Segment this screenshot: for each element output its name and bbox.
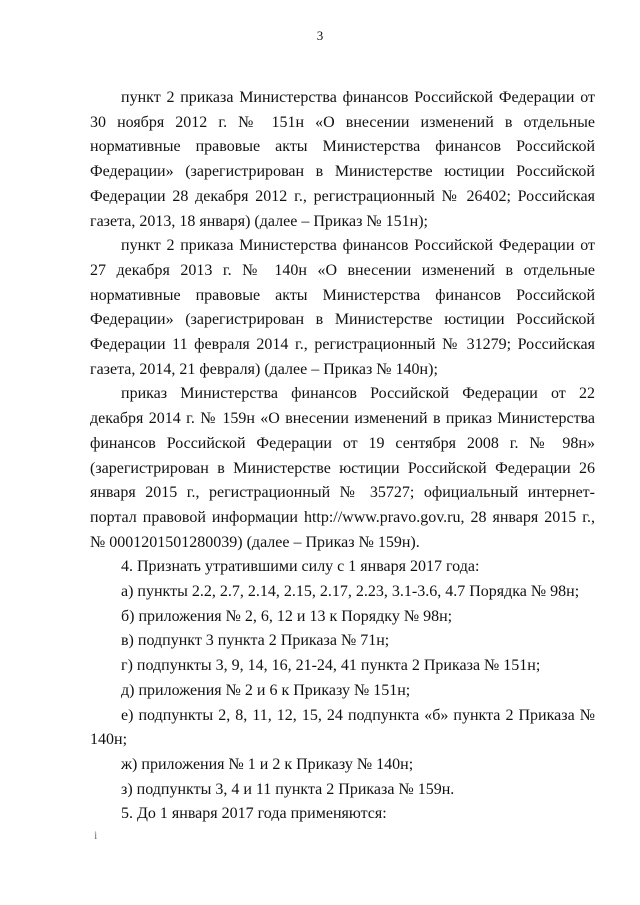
paragraph-order-159n: приказ Министерства финансов Российской Федерации от 22 декабря 2014 г. № 159н «О внесении изменений в приказ Министерства финансов Российской Федерации от 19 сентября 2008 г. № 98н» (зарегистрирован в Министерстве юстиции Российской Федерации 26 января 2015 г., регистрационный № 35727; официальный интернет-портал правовой информации http://www.pravo.gov.ru, 28 января 2015 г., № 0001201501280039) (далее – Приказ № 159н).: [90, 385, 595, 551]
scan-mark: i: [94, 828, 98, 842]
paragraph-item-4a: а) пункты 2.2, 2.7, 2.14, 2.15, 2.17, 2.23, 3.1-3.6, 4.7 Порядка № 98н;: [121, 583, 580, 601]
paragraph-item-4d: д) приложения № 2 и 6 к Приказу № 151н;: [121, 681, 411, 699]
paragraph-item-4v: в) подпункт 3 пункта 2 Приказа № 71н;: [121, 632, 390, 650]
paragraph-item-4g: г) подпункты 3, 9, 14, 16, 21-24, 41 пункта 2 Приказа № 151н;: [121, 657, 541, 675]
paragraph-order-151n: пункт 2 приказа Министерства финансов Российской Федерации от 30 ноября 2012 г. № 151н «О внесении изменений в отдельные нормативные правовые акты Министерства финансов Российской Федерации» (зарегистрирован в Министерстве юстиции Российской Федерации 28 декабря 2012 г., регистрационный № 26402; Российская газета, 2013, 18 января) (далее – Приказ № 151н);: [90, 89, 595, 230]
paragraph-item-4z: з) подпункты 3, 4 и 11 пункта 2 Приказа № 159н.: [121, 780, 455, 798]
paragraph-item-4zh: ж) приложения № 1 и 2 к Приказу № 140н;: [121, 755, 414, 773]
paragraph-item-5: 5. До 1 января 2017 года применяются:: [121, 805, 387, 823]
paragraph-item-4b: б) приложения № 2, 6, 12 и 13 к Порядку № 98н;: [121, 607, 453, 625]
page-number: 3: [316, 28, 324, 43]
document-body: [90, 86, 595, 827]
paragraph-item-4e: е) подпункты 2, 8, 11, 12, 15, 24 подпункта «б» пункта 2 Приказа № 140н;: [90, 706, 595, 749]
paragraph-order-140n: пункт 2 приказа Министерства финансов Российской Федерации от 27 декабря 2013 г. № 140н «О внесении изменений в отдельные нормативные правовые акты Министерства финансов Российской Федерации» (зарегистрирован в Министерстве юстиции Российской Федерации 11 февраля 2014 г., регистрационный № 31279; Российская газета, 2014, 21 февраля) (далее – Приказ № 140н);: [90, 237, 595, 378]
paragraph-item-4: 4. Признать утратившими силу с 1 января 2017 года:: [121, 558, 480, 576]
